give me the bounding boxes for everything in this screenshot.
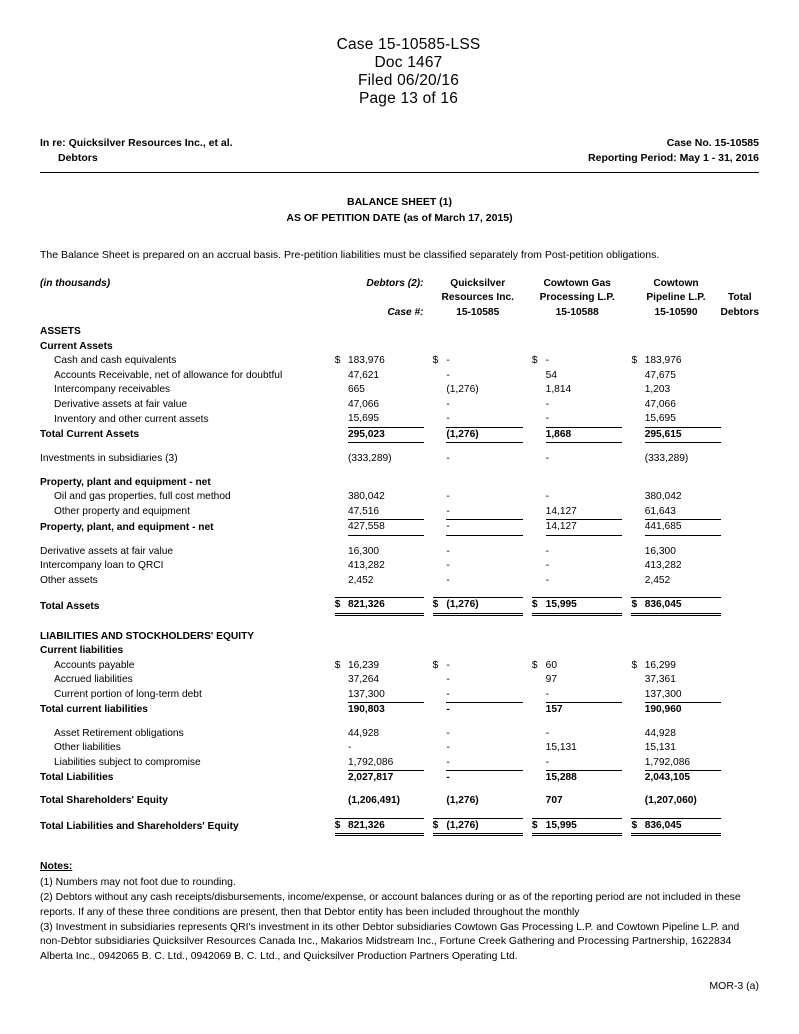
row-value-c3: - [545,560,550,572]
ppe-heading-row [40,476,759,490]
row-value-c2: - [446,520,522,535]
in-re-line: In re: Quicksilver Resources Inc., et al. [40,137,233,149]
assets-heading-row [40,325,759,339]
table-row [40,383,759,397]
row-label: Intercompany loan to QRCI [40,560,164,572]
report-title-line1: BALANCE SHEET (1) [346,196,452,209]
row-value-c3: 54 [545,369,558,381]
row-value-c1: (333,289) [347,453,392,465]
currency-symbol: $ [432,659,439,671]
row-value-c4: 2,043,105 [644,771,691,783]
row-value-c1: 16,239 [347,659,380,671]
row-value-c2: - [446,398,450,410]
row-value-c2: - [446,355,450,367]
row-value-c3: - [546,412,623,427]
row-value-c3: 707 [545,795,563,807]
row-label: Other assets [40,574,98,586]
currency-symbol: $ [531,355,538,367]
row-value-c3: 14,127 [546,520,623,535]
row-label: Asset Retirement obligations [54,727,184,739]
table-row [40,727,759,741]
table-row [40,412,759,427]
row-value-c1: 295,023 [348,427,424,442]
row-value-c4: 15,131 [644,742,676,754]
table-row [40,369,759,383]
row-value-c3: 60 [545,659,558,671]
table-row [40,354,759,368]
table-row [40,490,759,504]
notes-section [40,860,759,964]
row-value-c3: 15,131 [545,742,577,754]
debtors-label: Debtors (2): [366,277,424,289]
row-value-c4: (1,207,060) [644,795,697,807]
currency-symbol: $ [631,598,644,614]
row-value-c1: 665 [347,384,365,396]
row-value-c1: 15,695 [348,412,424,427]
row-value-c4: 137,300 [645,688,721,703]
court-filed-date: Filed 06/20/16 [357,72,460,89]
row-value-c1: 44,928 [347,727,380,739]
table-header-row-2 [40,291,759,305]
row-value-c1: 37,264 [347,674,380,686]
row-value-c4: 16,299 [644,659,676,671]
row-value-c3: 15,288 [545,771,577,783]
row-value-c2: - [446,491,450,503]
note-3: (3) Investment in subsidiaries represents QRI's investment in its other Debtor subsidiaries Cowtown Gas Processing L.P. and Cowtown Pipeline L.P. and non-Debtor subsidiaries Quicksilver Resources Canada Inc., Makarios Midstream Inc., Fortune Creek Gathering and Processing Partnership, 1622834 Alberta Inc., 0942065 B. C. Ltd., 0942069 B. C. Ltd., and Quicksilver Production Partners Operating Ltd. [40,921,740,963]
header-divider [40,172,759,173]
row-label: Cash and cash equivalents [54,355,177,367]
assets-heading: ASSETS [40,326,81,338]
row-value-c1: 821,326 [348,818,424,834]
table-row [40,545,759,559]
row-label: Property, plant, and equipment - net [40,521,214,533]
case-caption [40,136,759,166]
notes-title: Notes: [40,861,73,873]
ppe-heading: Property, plant and equipment - net [40,476,211,488]
case-hash-label: Case #: [387,306,424,318]
currency-symbol: $ [432,355,439,367]
row-value-c2: - [446,545,450,557]
debtors-line: Debtors [58,152,98,165]
row-value-c2: - [446,727,450,739]
case-number: Case No. 15-10585 [666,137,759,149]
liabilities-heading: LIABILITIES AND STOCKHOLDERS' EQUITY [40,630,255,642]
row-label: Total current liabilities [40,704,148,716]
row-label: Derivative assets at fair value [40,545,174,557]
row-value-c1: 2,452 [347,574,374,586]
row-value-c1: 2,027,817 [347,771,394,783]
current-liabilities-heading-row [40,644,759,658]
table-row [40,505,759,520]
currency-symbol: $ [335,598,348,614]
units-label: (in thousands) [40,277,111,289]
row-value-c1: 380,042 [347,491,385,503]
row-value-c2: - [446,704,450,716]
currency-symbol: $ [532,598,546,614]
table-row [40,398,759,412]
row-value-c2: - [446,688,522,703]
liabilities-heading-row [40,630,759,644]
row-value-c3: 15,995 [546,598,623,614]
table-row [40,673,759,687]
row-value-c4: 2,452 [644,574,671,586]
col1-line1: Quicksilver [450,277,506,289]
col2-line2: Processing L.P. [539,292,615,304]
currency-symbol: $ [334,355,341,367]
row-value-c4: 836,045 [645,598,721,614]
row-value-c3: - [545,491,550,503]
row-value-c2: (1,276) [446,598,522,614]
row-value-c1: 413,282 [347,560,385,572]
row-label: Investments in subsidiaries (3) [40,453,178,465]
row-value-c3: - [545,545,550,557]
row-label: Inventory and other current assets [54,413,209,425]
row-label: Other property and equipment [54,506,190,518]
row-value-c3: - [546,688,623,703]
row-label: Total Current Assets [40,429,140,441]
court-stamp-header [40,18,759,126]
row-label: Current portion of long-term debt [54,689,202,701]
table-header-row-3 [40,306,759,320]
court-case-number: Case 15-10585-LSS [336,36,481,53]
row-value-c2: (1,276) [446,427,522,442]
currency-symbol: $ [532,818,546,834]
row-value-c3: 1,868 [546,427,623,442]
row-value-c2: (1,276) [446,795,479,807]
currency-symbol: $ [335,818,348,834]
table-header-row-1 [40,277,759,291]
row-value-c3: 14,127 [546,505,623,520]
reporting-period: Reporting Period: May 1 - 31, 2016 [588,152,759,165]
currency-symbol: $ [334,659,341,671]
row-label: Accrued liabilities [54,674,133,686]
row-value-c4: 380,042 [644,491,682,503]
currency-symbol: $ [433,598,447,614]
currency-symbol: $ [433,818,447,834]
table-row [40,659,759,673]
row-value-c3: - [545,398,550,410]
col1-line2: Resources Inc. [441,292,514,304]
form-footer-code: MOR-3 (a) [709,980,759,992]
row-value-c3: 1,814 [545,384,572,396]
report-title-line2: AS OF PETITION DATE (as of March 17, 2015) [286,212,513,225]
row-value-c3: - [545,453,550,465]
table-row-total [40,770,759,785]
row-value-c2: - [446,412,522,427]
row-value-c2: - [446,505,522,520]
row-value-c3: - [545,574,550,586]
row-value-c2: - [446,574,450,586]
table-row [40,574,759,588]
currency-symbol: $ [631,659,638,671]
row-value-c4: 44,928 [644,727,676,739]
row-value-c1: 190,803 [347,704,385,716]
row-value-c4: 836,045 [645,818,721,834]
row-value-c2: (1,276) [446,384,479,396]
row-value-c3: 157 [545,704,563,716]
court-doc-number: Doc 1467 [374,54,443,71]
row-label: Other liabilities [54,742,121,754]
table-row [40,559,759,573]
row-value-c3: 97 [545,674,558,686]
current-assets-heading: Current Assets [40,340,113,352]
current-assets-heading-row [40,340,759,354]
row-value-c1: 427,558 [348,520,424,535]
row-value-c4: 295,615 [645,427,721,442]
col3-line2: Pipeline L.P. [646,292,706,304]
row-value-c1: 47,066 [347,398,380,410]
row-label: Derivative assets at fair value [54,398,188,410]
row-label: Intercompany receivables [54,384,171,396]
row-value-c2: - [446,742,450,754]
row-value-c4: 47,675 [644,369,676,381]
row-value-c2: - [446,756,522,771]
col1-case: 15-10585 [456,306,500,318]
table-row-total [40,794,759,808]
row-label: Oil and gas properties, full cost method [54,491,231,503]
row-value-c1: (1,206,491) [347,795,401,807]
row-value-c2: - [446,369,450,381]
intro-note: The Balance Sheet is prepared on an accrual basis. Pre-petition liabilities must be classified separately from Post-petition obligations. [40,248,660,261]
report-title [40,195,759,227]
row-value-c4: 15,695 [645,412,721,427]
table-row-total [40,818,759,834]
row-value-c4: 1,792,086 [645,756,721,771]
note-2: (2) Debtors without any cash receipts/disbursements, income/expense, or account balances during or as of the reporting period are not included in these reports. If any of these three conditions are present, then that Debtor entity has been included throughout the monthly [40,891,741,918]
row-value-c1: 47,621 [347,369,380,381]
col2-line1: Cowtown Gas [543,277,611,289]
row-value-c4: (333,289) [644,453,689,465]
row-label: Total Shareholders' Equity [40,795,168,807]
row-value-c4: 441,685 [645,520,721,535]
row-value-c2: - [446,659,450,671]
row-value-c2: (1,276) [446,818,522,834]
table-row [40,520,759,535]
row-value-c4: 190,960 [644,704,682,716]
col4-line3: Debtors [720,306,759,318]
col4-line2: Total [727,292,752,304]
row-value-c1: 183,976 [347,355,385,367]
table-row [40,452,759,466]
row-value-c1: 16,300 [347,545,380,557]
col3-line1: Cowtown [653,277,699,289]
row-value-c2: - [446,453,450,465]
balance-sheet-table [40,277,759,837]
row-value-c1: 137,300 [348,688,424,703]
row-label: Accounts Receivable, net of allowance for doubtful [54,369,283,381]
row-value-c4: 16,300 [644,545,676,557]
row-label: Total Liabilities and Shareholders' Equity [40,821,239,833]
col3-case: 15-10590 [654,306,698,318]
row-value-c1: - [347,742,352,754]
row-value-c3: - [545,355,550,367]
row-value-c1: 47,516 [348,505,424,520]
table-row [40,427,759,442]
table-row [40,741,759,755]
row-label: Accounts payable [54,659,135,671]
row-value-c2: - [446,560,450,572]
table-row [40,688,759,703]
row-label: Total Assets [40,600,100,612]
table-row [40,756,759,771]
row-value-c4: 37,361 [644,674,676,686]
col2-case: 15-10588 [555,306,599,318]
row-value-c2: - [446,674,450,686]
row-label: Total Liabilities [40,771,114,783]
row-value-c2: - [446,771,450,783]
row-value-c3: - [545,727,550,739]
currency-symbol: $ [631,818,644,834]
table-row-total [40,703,759,718]
table-row-total [40,598,759,614]
currency-symbol: $ [631,355,638,367]
row-value-c4: 61,643 [645,505,721,520]
row-value-c1: 821,326 [348,598,424,614]
row-value-c4: 183,976 [644,355,682,367]
court-page-number: Page 13 of 16 [358,90,459,107]
note-1: (1) Numbers may not foot due to rounding. [40,877,236,889]
row-value-c4: 47,066 [644,398,676,410]
row-value-c4: 1,203 [644,384,671,396]
row-value-c3: 15,995 [546,818,623,834]
row-value-c1: 1,792,086 [348,756,424,771]
row-value-c4: 413,282 [644,560,682,572]
currency-symbol: $ [531,659,538,671]
row-label: Liabilities subject to compromise [54,757,201,768]
row-value-c3: - [546,756,623,771]
current-liabilities-heading: Current liabilities [40,645,124,657]
